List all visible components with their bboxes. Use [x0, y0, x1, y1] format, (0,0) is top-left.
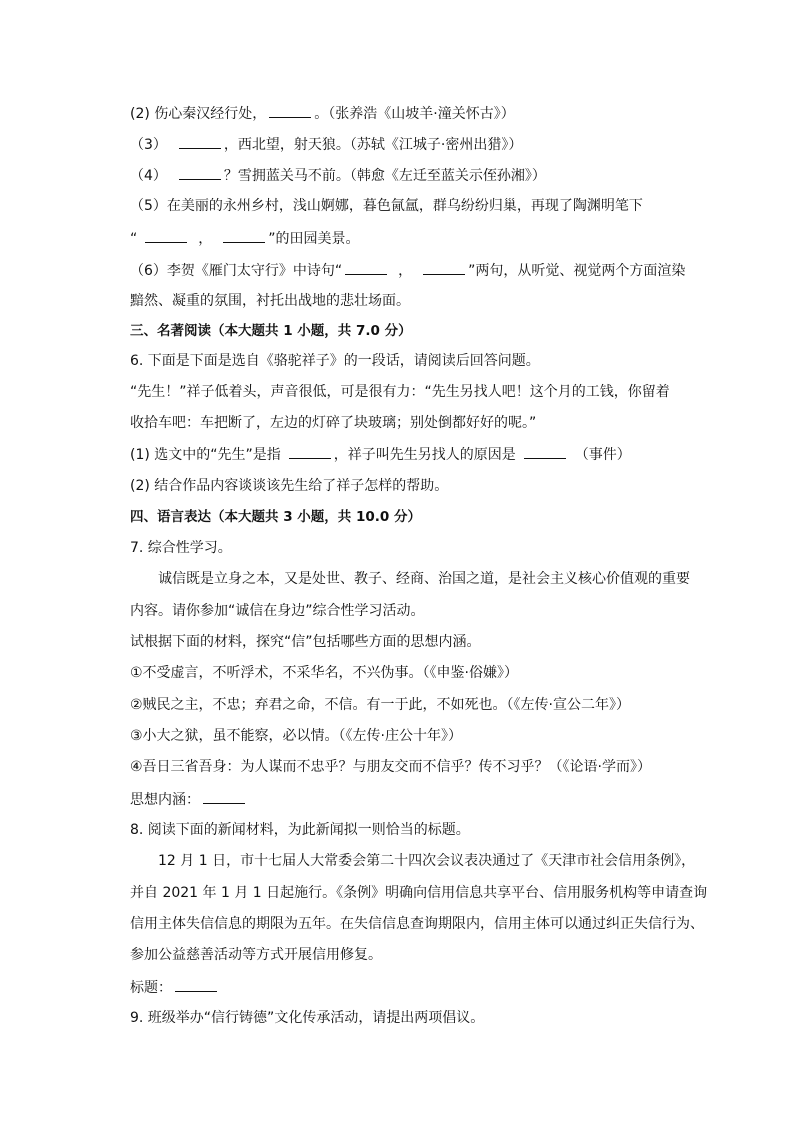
- q5-6-text-mid: ，: [398, 263, 413, 279]
- q7-para-2: 内容。请你参加“诚信在身边”综合性学习活动。: [130, 603, 425, 619]
- q7-material-1: ①不受虚言，不听浮术，不采华名，不兴伪事。（《申鉴·俗嫌》）: [130, 665, 518, 681]
- q5-6-line-1: [130, 260, 685, 281]
- q5-3-text-a: （3）: [130, 137, 167, 153]
- q6-stem: 6. 下面是下面是选自《骆驼祥子》的一段话，请阅读后回答问题。: [130, 353, 540, 369]
- q6-1-line: [130, 444, 631, 465]
- q5-2-text-a: (2) 伤心秦汉经行处，: [130, 106, 267, 122]
- section-4-heading: 四、语言表达（本大题共 3 小题，共 10.0 分）: [130, 509, 422, 525]
- q7-answer-line: [130, 789, 248, 810]
- q8-answer-label: 标题：: [130, 980, 172, 996]
- q7-para-3: 试根据下面的材料，探究“信”包括哪些方面的思想内涵。: [130, 634, 481, 650]
- q8-news-3: 信用主体失信信息的期限为五年。在失信信息查询期限内，信用主体可以通过纠正失信行为、: [130, 916, 704, 932]
- q6-passage-2: 收拾车吧：车把断了，左边的灯碎了块玻璃；别处倒都好好的呢。”: [130, 415, 537, 431]
- q5-2-text-b: 。（张养浩《山坡羊·潼关怀古》）: [314, 106, 515, 122]
- q7-stem: 7. 综合性学习。: [130, 540, 232, 556]
- q8-news-4: 参加公益慈善活动等方式开展信用修复。: [130, 947, 382, 963]
- q5-5-text-pre: “: [130, 231, 138, 247]
- q6-2-line: (2) 结合作品内容谈谈该先生给了祥子怎样的帮助。: [130, 478, 449, 494]
- q6-passage-1: “先生！”祥子低着头，声音很低，可是很有力：“先生另找人吧！这个月的工钱，你留着: [130, 384, 670, 400]
- q5-6-line-2: 黯然、凝重的氛围，衬托出战地的悲壮场面。: [130, 293, 410, 309]
- q5-6-text-post: ”两句，从听觉、视觉两个方面渲染: [468, 263, 686, 279]
- q7-para-1: 诚信既是立身之本，又是处世、教子、经商、治国之道，是社会主义核心价值观的重要: [158, 571, 690, 587]
- answer-blank[interactable]: [423, 260, 465, 275]
- answer-blank[interactable]: [145, 228, 187, 243]
- q6-1-text-a: (1) 选文中的“先生”是指: [130, 447, 281, 463]
- section-3-heading: 三、名著阅读（本大题共 1 小题，共 7.0 分）: [130, 323, 412, 339]
- q8-news-1: 12 月 1 日，市十七届人大常委会第二十四次会议表决通过了《天津市社会信用条例》，: [158, 853, 696, 869]
- answer-blank[interactable]: [289, 444, 331, 459]
- q9-stem: 9. 班级举办“信行铸德”文化传承活动，请提出两项倡议。: [130, 1010, 485, 1026]
- q5-5-line-2: [130, 228, 360, 249]
- answer-blank[interactable]: [203, 789, 245, 804]
- q6-1-text-b: ，祥子叫先生另找人的原因是: [333, 447, 516, 463]
- q5-4-text-b: ？雪拥蓝关马不前。（韩愈《左迁至蓝关示侄孙湘》）: [223, 168, 546, 184]
- q7-material-4: ④吾日三省吾身：为人谋而不忠乎？与朋友交而不信乎？传不习乎？（《论语·学而》）: [130, 759, 651, 775]
- q8-answer-line: [130, 977, 220, 998]
- q5-4-line: [130, 165, 546, 186]
- q5-5-text-post: ”的田园美景。: [268, 231, 360, 247]
- q5-3-text-b: ，西北望，射天狼。（苏轼《江城子·密州出猎》）: [223, 137, 523, 153]
- answer-blank[interactable]: [524, 444, 566, 459]
- q5-5-text-mid: ，: [198, 231, 213, 247]
- answer-blank[interactable]: [175, 977, 217, 992]
- answer-blank[interactable]: [179, 165, 221, 180]
- answer-blank[interactable]: [179, 134, 221, 149]
- q6-1-text-c: （事件）: [574, 447, 631, 463]
- q5-3-line: [130, 134, 522, 155]
- q5-5-line-1: （5）在美丽的永州乡村，浅山婀娜，暮色氤氲，群乌纷纷归巢，再现了陶渊明笔下: [130, 198, 643, 214]
- answer-blank[interactable]: [345, 260, 387, 275]
- q5-4-text-a: （4）: [130, 168, 167, 184]
- answer-blank[interactable]: [223, 228, 265, 243]
- q5-2-line: [130, 103, 515, 124]
- q8-news-2: 并自 2021 年 1 月 1 日起施行。《条例》明确向信用信息共享平台、信用服务机构等申请查询: [130, 885, 708, 901]
- q7-material-3: ③小大之狱，虽不能察，必以情。（《左传·庄公十年》）: [130, 728, 462, 744]
- q8-stem: 8. 阅读下面的新闻材料，为此新闻拟一则恰当的标题。: [130, 822, 470, 838]
- q7-answer-label: 思想内涵：: [130, 792, 200, 808]
- answer-blank[interactable]: [269, 103, 311, 118]
- q5-6-text-pre: （6）李贺《雁门太守行》中诗句“: [130, 263, 343, 279]
- q7-material-2: ②贼民之主，不忠；弃君之命，不信。有一于此，不如死也。（《左传·宣公二年》）: [130, 697, 630, 713]
